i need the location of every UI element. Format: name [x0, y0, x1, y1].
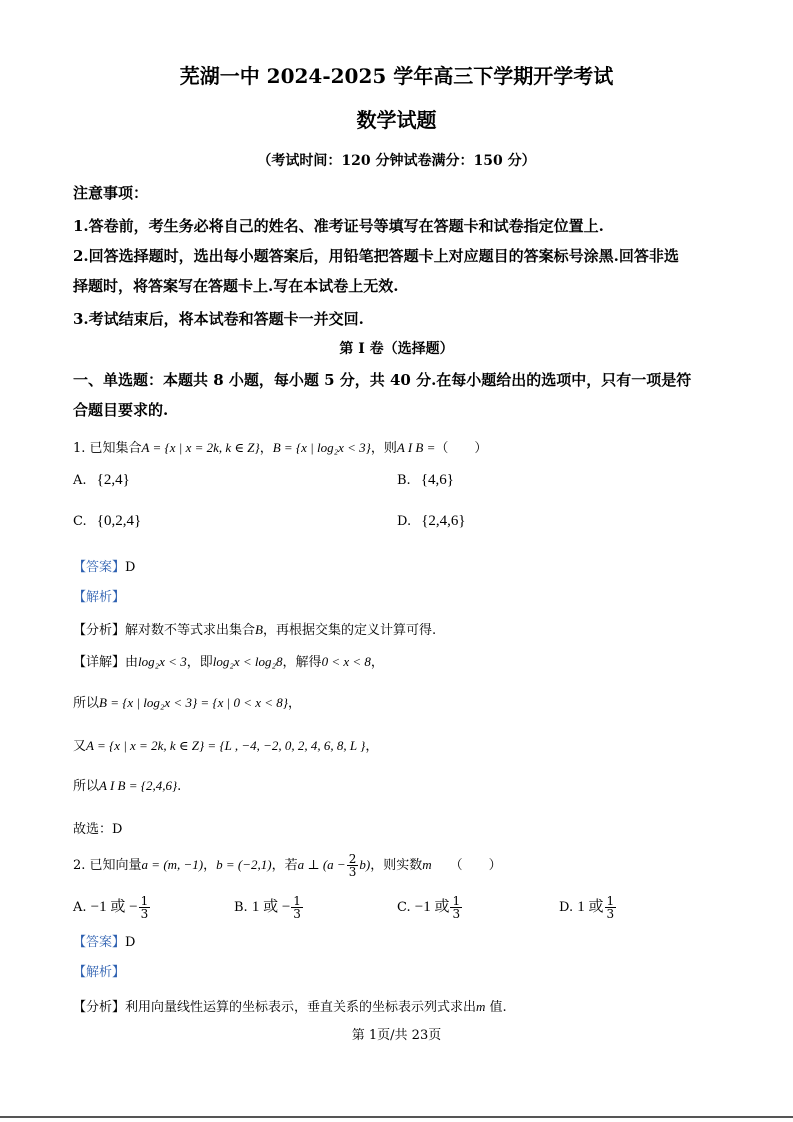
q2-option-c-prefix: −1 或	[414, 899, 450, 915]
q2-option-d	[559, 895, 617, 920]
q2-answer-value: D	[125, 935, 136, 950]
q2-option-d-denominator: 3	[606, 907, 615, 921]
q1-xj-math-1: log₂x < 3	[138, 654, 187, 669]
q1-option-a-label: A.	[73, 473, 87, 488]
q2-option-c-denominator: 3	[452, 907, 461, 921]
exam-info: （考试时间：120 分钟试卷满分：150 分）	[257, 153, 536, 169]
q1-separator: ，	[259, 441, 273, 456]
q1-so-line-1	[73, 692, 301, 711]
q1-so2-math: A I B = {2,4,6}	[99, 778, 178, 793]
notice-item-2-line-1: 2.回答选择题时，选出每小题答案后，用铅笔把答题卡上对应题目的答案标号涂黑.回答非选	[73, 247, 679, 265]
section-intro-line-2: 合题目要求的.	[73, 401, 169, 419]
part-title: 第 I 卷（选择题）	[339, 341, 454, 357]
q2-option-d-fraction	[605, 895, 617, 920]
vector-b-definition: b = (−2,1)	[216, 857, 272, 872]
q1-option-a	[73, 472, 130, 489]
q2-fenxi-var: m	[476, 999, 486, 1014]
q1-fenxi-text-1: 解对数不等式求出集合	[125, 623, 256, 638]
q1-fenxi	[73, 619, 436, 638]
q2-condition-left: a ⊥ (a −	[297, 857, 346, 872]
q2-fraction-denominator: 3	[348, 865, 357, 879]
q2-option-d-numerator: 1	[606, 894, 615, 908]
q2-condition-fraction	[347, 853, 359, 878]
q1-option-d-label: D.	[397, 514, 412, 529]
q1-xiangjie-tag: 【详解】	[73, 655, 126, 670]
q1-option-b-label: B.	[397, 473, 411, 488]
q1-answer-value: D	[125, 560, 136, 575]
notice-item-1: 1.答卷前，考生务必将自己的姓名、准考证号等填写在答题卡和试卷指定位置上.	[73, 217, 604, 235]
q2-option-d-label: D.	[559, 900, 574, 915]
q1-xj-text-1: 由	[125, 655, 139, 670]
q1-target-expression: A I B =	[396, 440, 436, 455]
q2-ask: ，则实数	[370, 858, 423, 873]
q2-option-c-label: C.	[397, 900, 411, 915]
page-number-footer: 第 1页/共 23页	[351, 1028, 442, 1043]
q1-xj-math-3: 0 < x < 8	[321, 654, 371, 669]
q2-answer-blank: （ ）	[449, 858, 502, 873]
question-2-stem	[73, 853, 502, 878]
q2-condition-right: b)	[359, 857, 371, 872]
q1-also-post: ，	[365, 739, 379, 754]
q2-option-a-prefix: −1 或 −	[90, 899, 138, 915]
q2-condition-prefix: ，若	[271, 858, 298, 873]
q1-option-c-label: C.	[73, 514, 87, 529]
q2-option-b-numerator: 1	[293, 894, 301, 908]
q2-answer	[73, 931, 135, 950]
q1-so2-prefix: 所以	[73, 779, 100, 794]
q1-option-a-value: {2,4}	[96, 472, 130, 488]
q2-option-c-numerator: 1	[452, 894, 461, 908]
q1-option-b-value: {4,6}	[420, 472, 454, 488]
q1-option-d-value: {2,4,6}	[421, 513, 466, 529]
section-intro-line-1: 一、单选题：本题共 8 小题，每小题 5 分，共 40 分.在每小题给出的选项中，只有一项是符	[73, 371, 692, 389]
q2-option-c	[397, 895, 463, 920]
q1-option-c	[73, 513, 141, 530]
q2-variable: m	[422, 857, 432, 872]
q2-analysis-tag: 【解析】	[73, 965, 126, 980]
q1-so1-math: B = {x | log₂x < 3} = {x | 0 < x < 8}	[99, 695, 288, 710]
q1-answer-tag: 【答案】	[73, 560, 126, 575]
q1-xj-text-2: ，即	[186, 655, 213, 670]
q2-answer-tag: 【答案】	[73, 935, 126, 950]
notice-item-2-line-2: 择题时，将答案写在答题卡上.写在本试卷上无效.	[73, 277, 399, 295]
q1-also-line	[73, 735, 378, 754]
q2-option-c-fraction	[450, 895, 462, 920]
q2-option-a-denominator: 3	[140, 907, 149, 921]
q1-fenxi-var: B	[255, 622, 263, 637]
q2-separator: ，	[203, 858, 217, 873]
q1-fenxi-tag: 【分析】	[73, 623, 126, 638]
q2-option-b-label: B.	[234, 900, 248, 915]
q2-fraction-numerator: 2	[348, 852, 357, 866]
notice-heading: 注意事项：	[73, 184, 149, 202]
question-2-prefix: 2. 已知向量	[73, 858, 142, 873]
q1-answer-blank: （ ）	[435, 441, 488, 456]
q1-xj-math-2: log₂x < log₂8	[212, 654, 283, 669]
q2-option-a-numerator: 1	[140, 894, 149, 908]
bottom-divider	[0, 1116, 793, 1118]
q2-option-b-prefix: 1 或 −	[251, 899, 291, 915]
vector-a-definition: a = (m, −1)	[141, 857, 204, 872]
q2-fenxi-text-2: 值.	[485, 1000, 507, 1015]
q2-option-b	[234, 895, 304, 920]
q1-also-prefix: 又	[73, 739, 87, 754]
q1-also-math: A = {x | x = 2k, k ∈ Z} = {L , −4, −2, 0, 2, 4, 6, 8, L }	[86, 738, 366, 753]
set-b-definition: B = {x | log₂x < 3}	[272, 440, 371, 455]
q1-so-line-2	[73, 775, 181, 794]
q1-fenxi-text-2: ，再根据交集的定义计算可得.	[262, 623, 437, 638]
q1-xj-text-3: ，解得	[282, 655, 322, 670]
q1-answer	[73, 556, 135, 575]
q1-xiangjie	[73, 651, 384, 670]
q1-analysis-tag: 【解析】	[73, 590, 126, 605]
q1-option-d	[397, 513, 466, 530]
q1-ask: ，则	[370, 441, 397, 456]
q1-option-c-value: {0,2,4}	[96, 513, 142, 529]
set-a-definition: A = {x | x = 2k, k ∈ Z}	[141, 440, 260, 455]
q2-option-a-label: A.	[73, 900, 87, 915]
subject-title: 数学试题	[356, 108, 437, 132]
q2-fenxi-text-1: 利用向量线性运算的坐标表示，垂直关系的坐标表示列式求出	[125, 1000, 477, 1015]
q1-so2-post: .	[177, 779, 182, 794]
q1-conclusion: 故选：D	[73, 822, 123, 837]
notice-item-3: 3.考试结束后，将本试卷和答题卡一并交回.	[73, 310, 364, 328]
q1-so1-prefix: 所以	[73, 696, 100, 711]
q2-option-b-fraction	[291, 895, 303, 920]
q2-option-d-prefix: 1 或	[577, 899, 604, 915]
question-1-prefix: 1. 已知集合	[73, 441, 142, 456]
exam-title: 芜湖一中 2024-2025 学年高三下学期开学考试	[179, 64, 614, 88]
q2-option-b-denominator: 3	[293, 907, 301, 921]
q1-so1-post: ，	[287, 696, 301, 711]
question-1-stem	[73, 437, 487, 456]
q2-option-a-fraction	[139, 895, 151, 920]
q1-xj-text-4: ，	[370, 655, 384, 670]
q2-fenxi-tag: 【分析】	[73, 1000, 126, 1015]
q2-fenxi	[73, 996, 507, 1015]
q2-option-a	[73, 895, 151, 920]
q1-option-b	[397, 472, 454, 489]
